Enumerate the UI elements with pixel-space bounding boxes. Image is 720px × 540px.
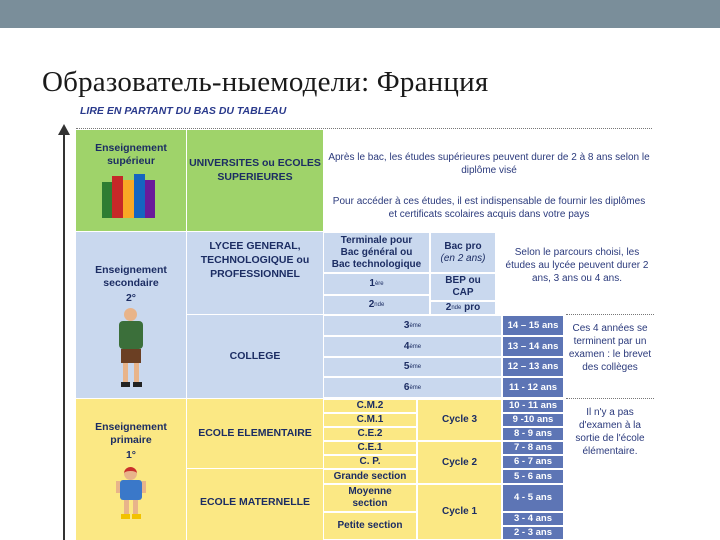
class-num: 5 <box>403 361 410 372</box>
bac-pro-cell <box>430 232 496 273</box>
class-6eme <box>323 377 502 398</box>
seconde-num: 2 <box>368 299 375 310</box>
age-badge: 8 - 9 ans <box>502 427 564 441</box>
class-sup: ème <box>409 384 422 391</box>
superieur-schools-cell <box>187 130 323 231</box>
class-cm2: C.M.2 <box>323 399 417 413</box>
premiere-cell <box>323 273 430 295</box>
age-badge: 10 - 11 ans <box>502 399 564 413</box>
primaire-label: Enseignement primaire <box>95 421 167 446</box>
terminale-cell <box>323 232 430 273</box>
age-badge: 4 - 5 ans <box>502 484 564 512</box>
slide-title: Образователь-ныемодели: Франция <box>42 66 489 98</box>
lycee-label: LYCEE GENERAL, TECHNOLOGIQUE ou PROFESSIONNEL <box>200 240 310 280</box>
secondaire-label-cell <box>76 232 186 398</box>
age-badge: 7 - 8 ans <box>502 441 564 455</box>
age-badge: 14 – 15 ans <box>502 315 564 336</box>
college-cell <box>187 315 323 398</box>
class-5eme <box>323 357 502 377</box>
bac-pro-years: (en 2 ans) <box>440 252 486 264</box>
lycee-cell <box>187 232 323 314</box>
books-icon <box>102 174 162 220</box>
class-grande-section: Grande section <box>323 469 417 484</box>
superieur-note-diplomas: Pour accéder à ces études, il est indispensable de fournir les diplômes et certificats scolaires acquis dans votre pays <box>332 196 646 220</box>
maternelle-cell <box>187 469 323 540</box>
college-label: COLLEGE <box>229 350 281 362</box>
divider <box>566 398 654 399</box>
bac-general: Bac général ou <box>340 246 413 258</box>
class-4eme <box>323 336 502 357</box>
age-badge: 6 - 7 ans <box>502 455 564 469</box>
seconde-pro-cell <box>430 301 496 315</box>
primaire-degree: 1° <box>125 449 137 461</box>
divider <box>566 314 654 315</box>
age-badge: 3 - 4 ans <box>502 512 564 526</box>
child-figure-icon <box>116 467 146 519</box>
cycle-1: Cycle 1 <box>417 484 502 540</box>
seconde-pro-num: 2 <box>445 302 452 313</box>
bep-label: BEP ou <box>445 275 481 286</box>
age-badge: 13 – 14 ans <box>502 336 564 357</box>
arrow-line <box>63 134 65 540</box>
secondaire-label: Enseignement secondaire <box>95 264 167 289</box>
class-num: 6 <box>403 381 410 393</box>
bep-cap-cell <box>430 273 496 301</box>
class-3eme <box>323 315 502 336</box>
student-figure-icon <box>114 308 148 388</box>
college-note: Ces 4 années se terminent par un examen : le brevet des collèges <box>568 323 652 373</box>
primaire-note: Il n'y a pas d'examen à la sortie de l'école élémentaire. <box>575 407 645 457</box>
cap-label: CAP <box>452 287 474 298</box>
class-sup: ème <box>409 364 422 370</box>
pro-label: pro <box>464 302 481 313</box>
class-cp: C. P. <box>323 455 417 469</box>
age-badge: 9 -10 ans <box>502 413 564 427</box>
maternelle-label: ECOLE MATERNELLE <box>199 496 311 508</box>
class-ce2: C.E.2 <box>323 427 417 441</box>
superieur-label: Enseignement supérieur <box>95 142 167 167</box>
class-cm1: C.M.1 <box>323 413 417 427</box>
superieur-schools: UNIVERSITES ou ECOLES SUPERIEURES <box>189 157 321 183</box>
class-sup: ème <box>409 322 422 329</box>
seconde-sup: nde <box>374 302 385 308</box>
age-badge: 2 - 3 ans <box>502 526 564 540</box>
premiere-sup: ère <box>374 281 384 287</box>
divider <box>76 128 652 129</box>
table-instruction: LIRE EN PARTANT DU BAS DU TABLEAU <box>80 105 287 117</box>
superieur-note-duration: Après le bac, les études supérieures peuvent durer de 2 à 8 ans selon le diplôme visé <box>328 152 650 176</box>
top-bar <box>0 0 720 28</box>
superieur-label-cell <box>76 130 186 231</box>
premiere-num: 1 <box>369 278 375 289</box>
class-num: 4 <box>403 340 410 352</box>
elementaire-cell <box>187 399 323 468</box>
class-petite-section: Petite section <box>323 512 417 540</box>
terminale-label: Terminale pour <box>340 234 413 246</box>
cycle-2: Cycle 2 <box>417 441 502 484</box>
bac-technologique: Bac technologique <box>331 258 422 270</box>
class-ce1: C.E.1 <box>323 441 417 455</box>
secondaire-degree: 2° <box>125 292 137 304</box>
cycle-3: Cycle 3 <box>417 399 502 441</box>
elementaire-label: ECOLE ELEMENTAIRE <box>198 427 312 439</box>
age-badge: 12 – 13 ans <box>502 357 564 377</box>
class-sup: ème <box>409 343 422 350</box>
age-badge: 11 - 12 ans <box>502 377 564 398</box>
bac-pro: Bac pro <box>444 240 482 252</box>
primaire-label-cell <box>76 399 186 540</box>
seconde-pro-sup: nde <box>451 305 462 311</box>
class-moyenne-section: Moyenne section <box>323 484 417 512</box>
seconde-cell <box>323 295 430 315</box>
lycee-note: Selon le parcours choisi, les études au lycée peuvent durer 2 ans, 3 ans ou 4 ans. <box>505 247 649 284</box>
age-badge: 5 - 6 ans <box>502 469 564 484</box>
class-num: 3 <box>403 319 410 331</box>
